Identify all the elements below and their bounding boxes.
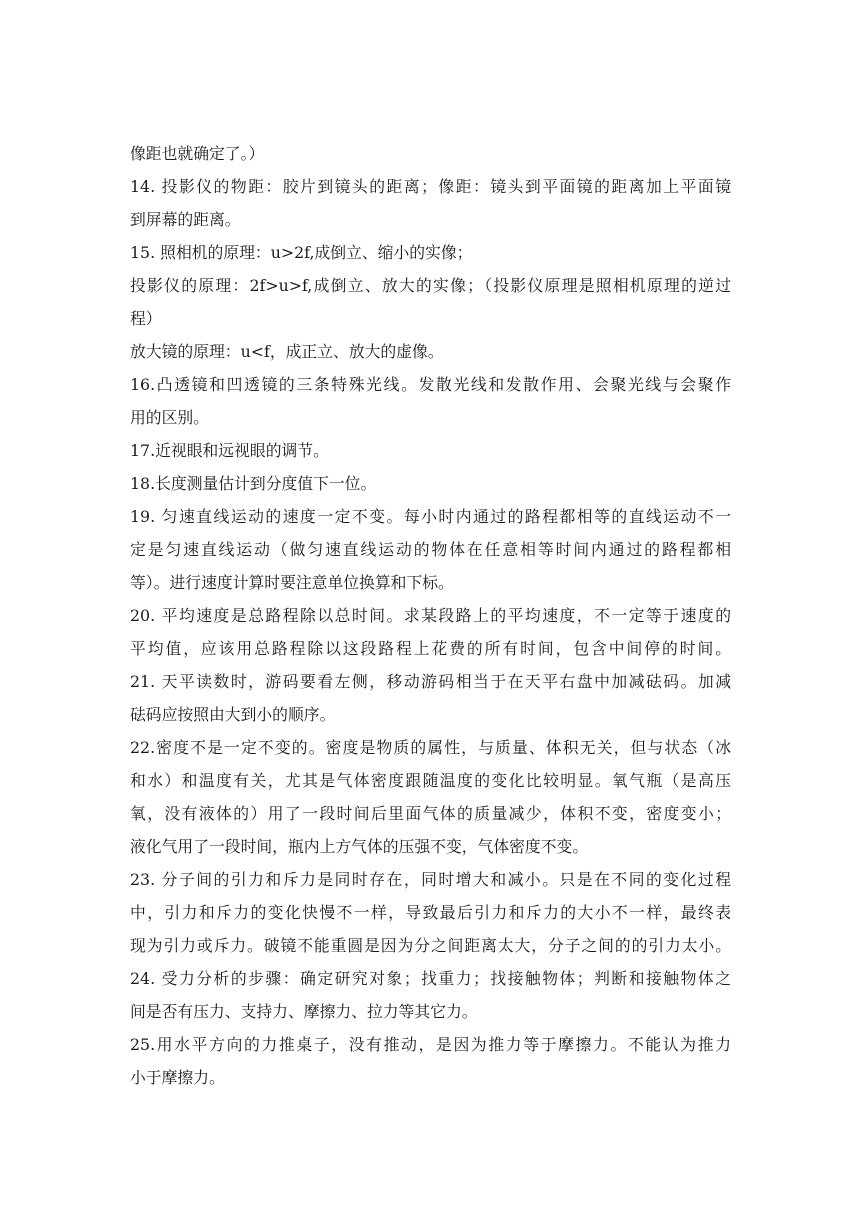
text-line: 等）。进行速度计算时要注意单位换算和下标。 xyxy=(130,573,454,592)
text-line: 用的区别。 xyxy=(130,408,209,427)
text-line: 间是否有压力、支持力、摩擦力、拉力等其它力。 xyxy=(130,1002,478,1021)
text-line: 14. 投影仪的物距：胶片到镜头的距离；像距：镜头到平面镜的距离加上平面镜 xyxy=(130,177,731,196)
text-line: 小于摩擦力。 xyxy=(130,1068,225,1087)
text-line: 19. 匀速直线运动的速度一定不变。每小时内通过的路程都相等的直线运动不一 xyxy=(130,507,731,526)
text-line: 18.长度测量估计到分度值下一位。 xyxy=(130,474,377,493)
text-line: 液化气用了一段时间，瓶内上方气体的压强不变，气体密度不变。 xyxy=(130,837,589,856)
text-line: 25.用水平方向的力推桌子，没有推动，是因为推力等于摩擦力。不能认为推力 xyxy=(130,1035,731,1054)
text-line: 20. 平均速度是总路程除以总时间。求某段路上的平均速度，不一定等于速度的 xyxy=(130,606,731,625)
text-line: 16.凸透镜和凹透镜的三条特殊光线。发散光线和发散作用、会聚光线与会聚作 xyxy=(130,375,731,394)
text-line: 投影仪的原理：2f>u>f,成倒立、放大的实像；（投影仪原理是照相机原理的逆过 xyxy=(130,276,731,295)
text-line: 到屏幕的距离。 xyxy=(130,210,241,229)
text-line: 22.密度不是一定不变的。密度是物质的属性，与质量、体积无关，但与状态（冰 xyxy=(130,738,731,757)
text-line: 21. 天平读数时，游码要看左侧，移动游码相当于在天平右盘中加减砝码。加减 xyxy=(130,672,731,691)
text-line: 和水）和温度有关，尤其是气体密度跟随温度的变化比较明显。氧气瓶（是高压 xyxy=(130,771,731,790)
text-line: 放大镜的原理：u<f，成正立、放大的虚像。 xyxy=(130,342,444,361)
text-line: 像距也就确定了。） xyxy=(130,144,265,163)
document-body xyxy=(130,137,731,1094)
text-line: 23. 分子间的引力和斥力是同时存在，同时增大和减小。只是在不同的变化过程 xyxy=(130,870,731,889)
text-line: 氧，没有液体的）用了一段时间后里面气体的质量减少，体积不变，密度变小； xyxy=(130,804,731,823)
text-line: 程） xyxy=(130,309,162,328)
text-line: 中，引力和斥力的变化快慢不一样，导致最后引力和斥力的大小不一样，最终表 xyxy=(130,903,731,922)
text-line: 现为引力或斥力。破镜不能重圆是因为分之间距离太大，分子之间的的引力太小。 xyxy=(130,936,731,955)
text-line: 24. 受力分析的步骤：确定研究对象；找重力；找接触物体；判断和接触物体之 xyxy=(130,969,731,988)
text-line: 15. 照相机的原理：u>2f,成倒立、缩小的实像； xyxy=(130,243,473,262)
text-line: 定是匀速直线运动（做匀速直线运动的物体在任意相等时间内通过的路程都相 xyxy=(130,540,731,559)
text-line: 17.近视眼和远视眼的调节。 xyxy=(130,441,329,460)
text-line: 砝码应按照由大到小的顺序。 xyxy=(130,705,336,724)
text-line: 平均值，应该用总路程除以这段路程上花费的所有时间，包含中间停的时间。 xyxy=(130,639,731,658)
